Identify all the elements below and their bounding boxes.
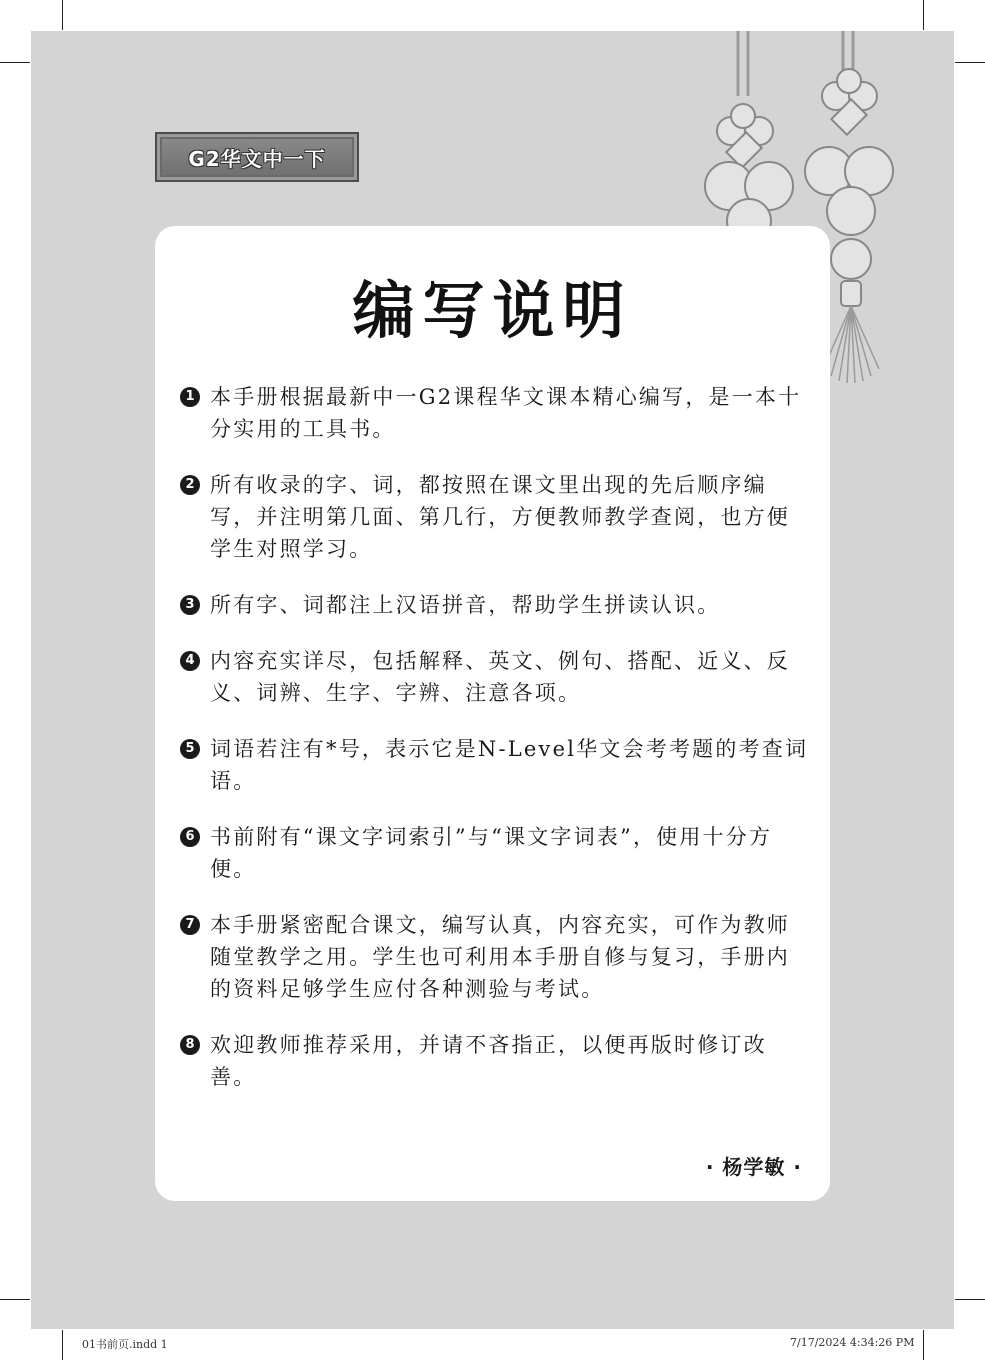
number-bullet-7: 7	[180, 915, 200, 935]
list-item	[180, 469, 810, 565]
list-item	[180, 589, 810, 621]
crop-mark	[955, 62, 985, 63]
number-bullet-6: 6	[180, 827, 200, 847]
item-text: 词语若注有*号，表示它是N-Level华文会考考题的考查词语。	[210, 737, 809, 793]
content-card	[155, 226, 830, 1201]
item-text: 书前附有“课文字词索引”与“课文字词表”，使用十分方便。	[210, 825, 773, 881]
page-title: 编写说明	[352, 274, 633, 347]
item-text: 本手册根据最新中一G2课程华文课本精心编写，是一本十分实用的工具书。	[210, 385, 802, 441]
crop-mark	[923, 1330, 924, 1360]
page	[31, 31, 954, 1329]
number-bullet-2: 2	[180, 475, 200, 495]
footer-timestamp: 7/17/2024 4:34:26 PM	[790, 1336, 915, 1349]
crop-mark	[62, 1330, 63, 1360]
list-item	[180, 733, 810, 797]
crop-mark	[923, 0, 924, 30]
course-badge: G2华文中一下	[155, 132, 359, 182]
list-item	[180, 381, 810, 445]
list-item	[180, 645, 810, 709]
item-text: 所有字、词都注上汉语拼音，帮助学生拼读认识。	[210, 593, 721, 617]
list-item	[180, 909, 810, 1005]
number-bullet-8: 8	[180, 1035, 200, 1055]
crop-mark	[0, 1299, 30, 1300]
item-text: 内容充实详尽，包括解释、英文、例句、搭配、近义、反义、词辨、生字、字辨、注意各项。	[210, 649, 790, 705]
number-bullet-1: 1	[180, 387, 200, 407]
number-bullet-5: 5	[180, 739, 200, 759]
list-item	[180, 821, 810, 885]
footer-file-name: 01书前页.indd 1	[82, 1338, 168, 1351]
crop-mark	[0, 62, 30, 63]
item-list	[180, 381, 810, 1117]
number-bullet-4: 4	[180, 651, 200, 671]
crop-mark	[955, 1299, 985, 1300]
item-text: 所有收录的字、词，都按照在课文里出现的先后顺序编写，并注明第几面、第几行，方便教师教学查阅，也方便学生对照学习。	[210, 473, 790, 561]
item-text: 本手册紧密配合课文，编写认真，内容充实，可作为教师随堂教学之用。学生也可利用本手册自修与复习，手册内的资料足够学生应付各种测验与考试。	[210, 913, 790, 1001]
crop-mark	[62, 0, 63, 30]
author-signature: · 杨学敏 ·	[705, 1155, 802, 1179]
item-text: 欢迎教师推荐采用，并请不吝指正，以便再版时修订改善。	[210, 1033, 767, 1089]
number-bullet-3: 3	[180, 595, 200, 615]
list-item	[180, 1029, 810, 1093]
